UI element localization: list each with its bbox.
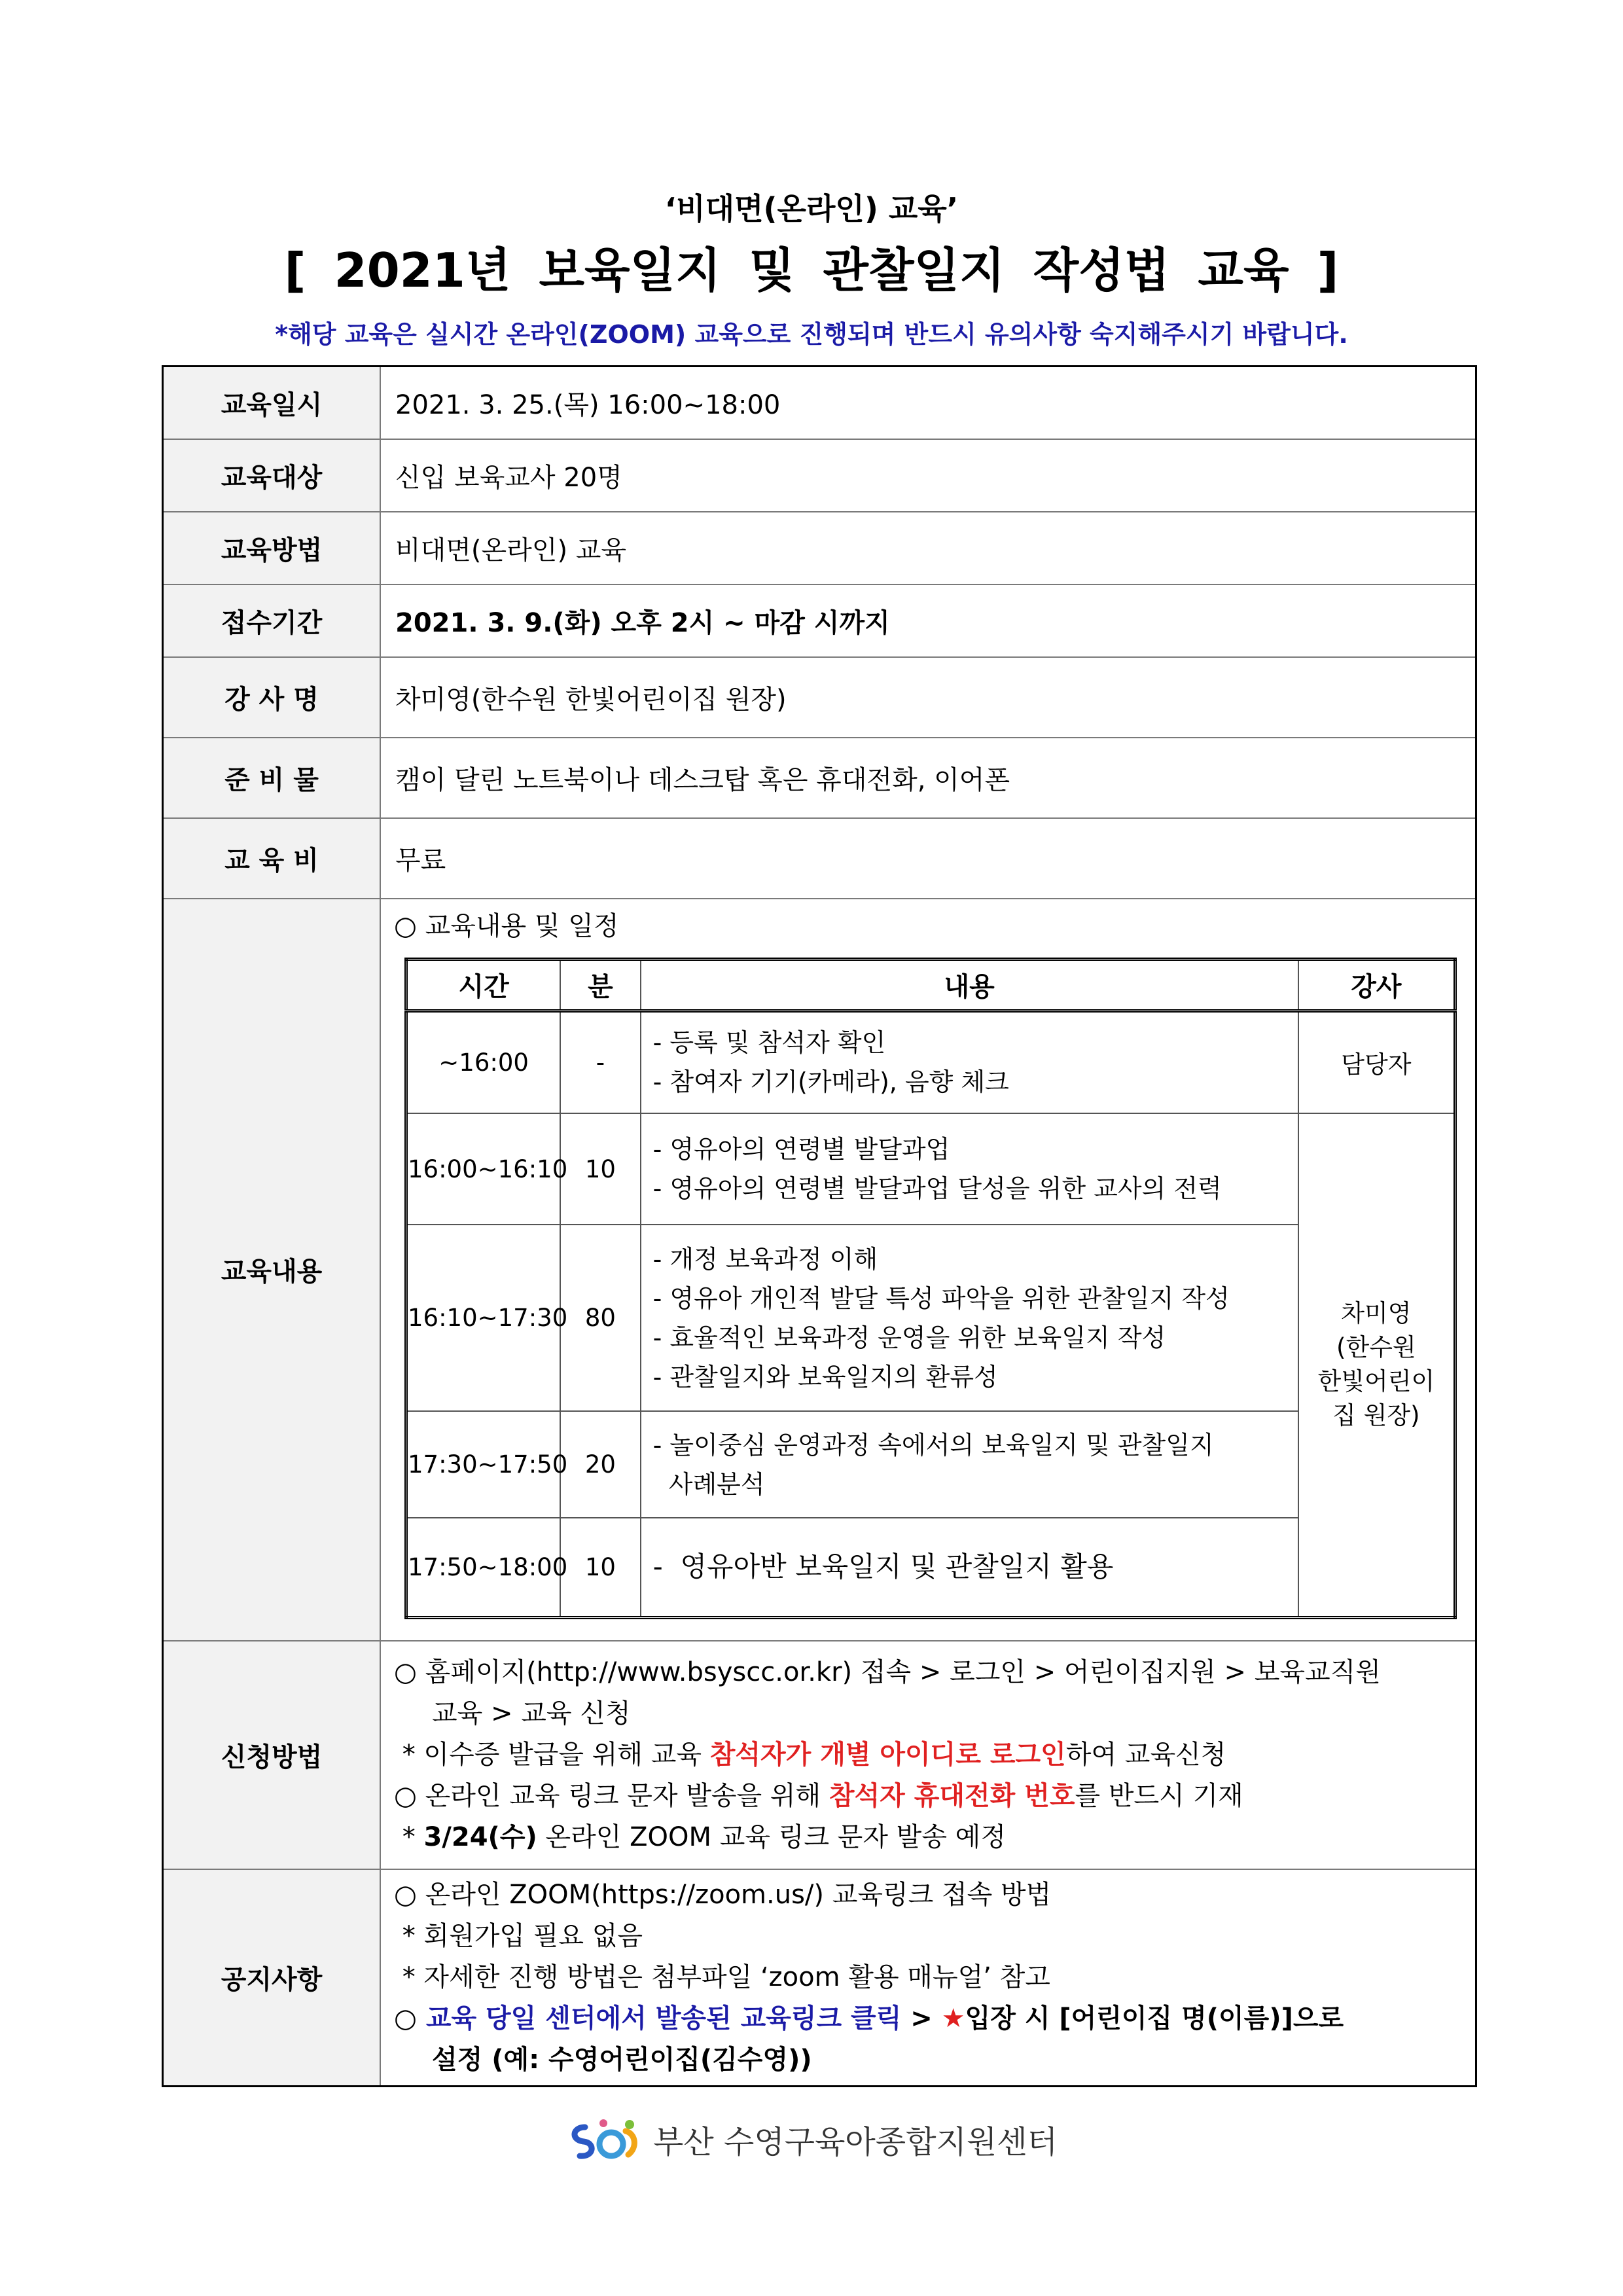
notice-line: 설정 (예: 수영어린이집(김수영)) xyxy=(432,2044,812,2075)
label-date: 교육일시 xyxy=(163,367,381,439)
table-row xyxy=(406,1225,1455,1411)
cell-content xyxy=(641,1113,1298,1225)
content-line: - 참여자 기기(카메라), 음향 체크 xyxy=(652,1067,1009,1097)
cell-content xyxy=(641,1225,1298,1411)
content-line: - 등록 및 참석자 확인 xyxy=(652,1028,886,1058)
schedule-header-row xyxy=(406,959,1455,1011)
apply-line: ○ 홈페이지(http://www.bsyscc.or.kr) 접속 > 로그인 > 어린이집지원 > 보육교직원 xyxy=(394,1657,1381,1687)
footer xyxy=(0,2114,1623,2174)
row-instructor xyxy=(163,657,1476,738)
label-apply: 신청방법 xyxy=(163,1641,381,1869)
cell-instructor: 담당자 xyxy=(1298,1011,1455,1113)
content-line: - 놀이중심 운영과정 속에서의 보육일지 및 관찰일지 xyxy=(652,1430,1214,1460)
cell-minutes: 80 xyxy=(560,1225,640,1411)
notice-line: * 자세한 진행 방법은 첨부파일 ‘zoom 활용 매뉴얼’ 참고 xyxy=(394,1962,1050,1992)
row-method xyxy=(163,512,1476,584)
content-line: - 영유아 개인적 발달 특성 파악을 위한 관찰일지 작성 xyxy=(652,1283,1230,1313)
info-table xyxy=(162,365,1477,2087)
content-line: - 관찰일지와 보육일지의 환류성 xyxy=(652,1362,998,1391)
header-instructor: 강사 xyxy=(1298,959,1455,1011)
notice-banner: *해당 교육은 실시간 온라인(ZOOM) 교육으로 진행되며 반드시 유의사항 숙지해주시기 바랍니다. xyxy=(275,320,1348,349)
row-date xyxy=(163,367,1476,439)
row-content xyxy=(163,899,1476,1641)
highlight-link: 교육 당일 센터에서 발송된 교육링크 클릭 xyxy=(425,2003,902,2034)
value-apply xyxy=(380,1641,1476,1869)
cell-time: ~16:00 xyxy=(406,1011,561,1113)
row-apply xyxy=(163,1641,1476,1869)
content-line: - 개정 보육과정 이해 xyxy=(652,1244,878,1274)
value-fee: 무료 xyxy=(380,818,1476,899)
instructor-line: (한수원 xyxy=(1336,1333,1416,1362)
header-time: 시간 xyxy=(406,959,561,1011)
label-notice: 공지사항 xyxy=(163,1869,381,2087)
cell-minutes: 10 xyxy=(560,1113,640,1225)
value-method: 비대면(온라인) 교육 xyxy=(380,512,1476,584)
label-prep: 준 비 물 xyxy=(163,738,381,818)
cell-content xyxy=(641,1518,1298,1617)
value-notice xyxy=(380,1869,1476,2087)
highlight-login: 참석자가 개별 아이디로 로그인 xyxy=(709,1739,1066,1770)
cell-time: 16:10~17:30 xyxy=(406,1225,561,1411)
header-minutes: 분 xyxy=(560,959,640,1011)
row-notice xyxy=(163,1869,1476,2087)
label-period: 접수기간 xyxy=(163,584,381,657)
cell-time: 17:30~17:50 xyxy=(406,1411,561,1518)
content-line: 사례분석 xyxy=(652,1469,765,1499)
apply-line: ○ 온라인 교육 링크 문자 발송을 위해 참석자 휴대전화 번호를 반드시 기재 xyxy=(394,1780,1243,1811)
instructor-line: 집 원장) xyxy=(1332,1401,1420,1430)
cell-instructor-main xyxy=(1298,1113,1455,1617)
table-row xyxy=(406,1113,1455,1225)
table-row xyxy=(406,1518,1455,1617)
label-target: 교육대상 xyxy=(163,439,381,512)
row-period xyxy=(163,584,1476,657)
content-line: - 영유아반 보육일지 및 관찰일지 활용 xyxy=(652,1551,1114,1583)
cell-minutes: 10 xyxy=(560,1518,640,1617)
cell-time: 17:50~18:00 xyxy=(406,1518,561,1617)
cell-minutes: - xyxy=(560,1011,640,1113)
value-instructor: 차미영(한수원 한빛어린이집 원장) xyxy=(380,657,1476,738)
row-fee xyxy=(163,818,1476,899)
content-line: - 영유아의 연령별 발달과업 달성을 위한 교사의 전력 xyxy=(652,1174,1222,1203)
document-subtitle: ‘비대면(온라인) 교육’ xyxy=(664,191,959,226)
highlight-phone: 참석자 휴대전화 번호 xyxy=(829,1780,1075,1811)
table-row xyxy=(406,1411,1455,1518)
footer-org-name: 부산 수영구육아종합지원센터 xyxy=(652,2124,1058,2161)
label-method: 교육방법 xyxy=(163,512,381,584)
apply-line: 교육 > 교육 신청 xyxy=(432,1698,631,1729)
instructor-line: 한빛어린이 xyxy=(1317,1367,1435,1396)
label-instructor: 강 사 명 xyxy=(163,657,381,738)
cell-content xyxy=(641,1011,1298,1113)
value-content xyxy=(380,899,1476,1641)
cell-minutes: 20 xyxy=(560,1411,640,1518)
content-line: - 영유아의 연령별 발달과업 xyxy=(652,1135,950,1164)
schedule-table xyxy=(404,958,1457,1619)
table-row xyxy=(406,1011,1455,1113)
center-logo-icon xyxy=(565,2114,644,2174)
apply-line: * 3/24(수) 온라인 ZOOM 교육 링크 문자 발송 예정 xyxy=(394,1821,1006,1852)
content-line: - 효율적인 보육과정 운영을 위한 보육일지 작성 xyxy=(652,1323,1166,1352)
notice-line: ○ 교육 당일 센터에서 발송된 교육링크 클릭 > ★입장 시 [어린이집 명(이름)]으로 xyxy=(394,2003,1344,2034)
header-content: 내용 xyxy=(641,959,1298,1011)
row-target xyxy=(163,439,1476,512)
instructor-line: 차미영 xyxy=(1341,1299,1412,1328)
document-title: [ 2021년 보육일지 및 관찰일지 작성법 교육 ] xyxy=(284,243,1339,298)
star-icon: ★ xyxy=(941,2003,965,2034)
row-prep xyxy=(163,738,1476,818)
cell-time: 16:00~16:10 xyxy=(406,1113,561,1225)
content-heading: ○ 교육내용 및 일정 xyxy=(394,910,619,941)
cell-content xyxy=(641,1411,1298,1518)
value-prep: 캠이 달린 노트북이나 데스크탑 혹은 휴대전화, 이어폰 xyxy=(380,738,1476,818)
value-period: 2021. 3. 9.(화) 오후 2시 ~ 마감 시까지 xyxy=(380,584,1476,657)
value-date: 2021. 3. 25.(목) 16:00~18:00 xyxy=(380,367,1476,439)
label-fee: 교 육 비 xyxy=(163,818,381,899)
apply-line: * 이수증 발급을 위해 교육 참석자가 개별 아이디로 로그인하여 교육신청 xyxy=(394,1739,1226,1770)
label-content: 교육내용 xyxy=(163,899,381,1641)
highlight-date: 3/24(수) xyxy=(423,1821,537,1852)
notice-line: * 회원가입 필요 없음 xyxy=(394,1920,643,1951)
value-target: 신입 보육교사 20명 xyxy=(380,439,1476,512)
notice-line: ○ 온라인 ZOOM(https://zoom.us/) 교육링크 접속 방법 xyxy=(394,1879,1052,1910)
